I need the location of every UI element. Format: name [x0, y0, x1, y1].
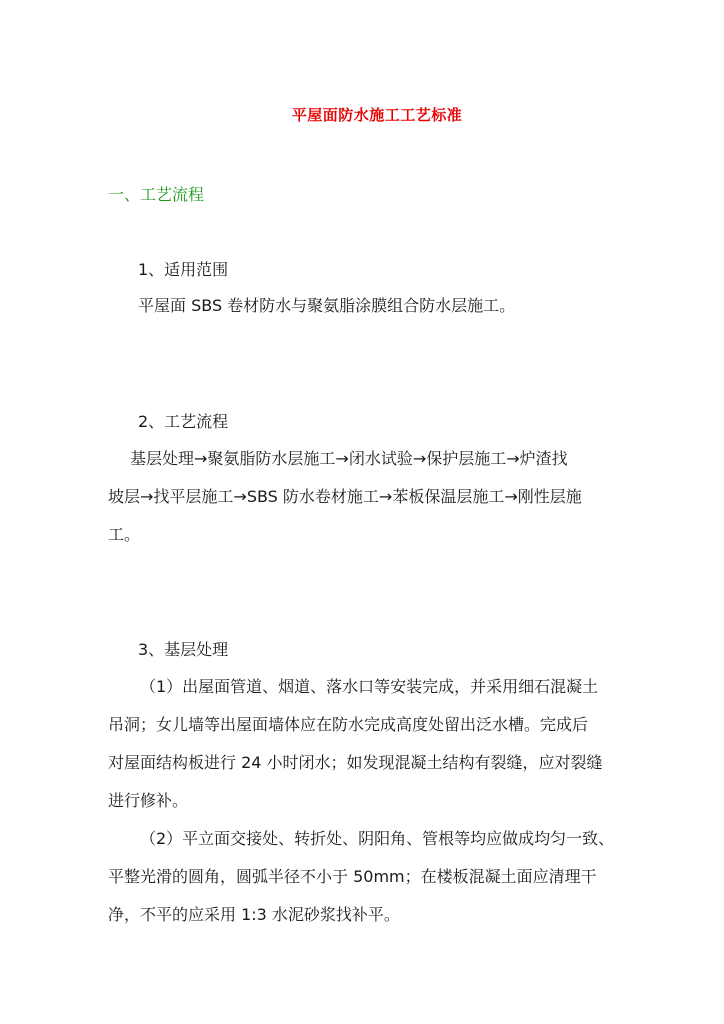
paragraph-line: 基层处理→聚氨脂防水层施工→闭水试验→保护层施工→炉渣找 [130, 449, 568, 468]
section-heading-process: 一、工艺流程 [108, 185, 205, 204]
paragraph-line: 工。 [108, 525, 141, 544]
base-treatment-paragraph-1 [108, 668, 618, 820]
paragraph-line: 平整光滑的圆角，圆弧半径不小于 50mm；在楼板混凝土面应清理干 [108, 867, 597, 886]
paragraph-line: 净，不平的应采用 1:3 水泥砂浆找补平。 [108, 905, 400, 924]
paragraph-line: 对屋面结构板进行 24 小时闭水；如发现混凝土结构有裂缝，应对裂缝 [108, 753, 603, 772]
process-flow-paragraph [108, 440, 618, 554]
subheading-process-flow: 2、工艺流程 [138, 412, 229, 431]
base-treatment-paragraph-2 [108, 820, 618, 934]
paragraph-line: 进行修补。 [108, 791, 189, 810]
scope-text: 平屋面 SBS 卷材防水与聚氨脂涂膜组合防水层施工。 [138, 296, 516, 315]
paragraph-line: （1）出屋面管道、烟道、落水口等安装完成，并采用细石混凝土 [140, 677, 599, 696]
paragraph-line: （2）平立面交接处、转折处、阴阳角、管根等均应做成均匀一致、 [140, 829, 615, 848]
document-title: 平屋面防水施工工艺标准 [291, 106, 463, 124]
subheading-base-treatment: 3、基层处理 [138, 640, 229, 659]
subheading-scope: 1、适用范围 [138, 260, 229, 279]
paragraph-line: 吊洞；女儿墙等出屋面墙体应在防水完成高度处留出泛水槽。完成后 [108, 715, 589, 734]
paragraph-line: 坡层→找平层施工→SBS 防水卷材施工→苯板保温层施工→刚性层施 [108, 487, 582, 506]
